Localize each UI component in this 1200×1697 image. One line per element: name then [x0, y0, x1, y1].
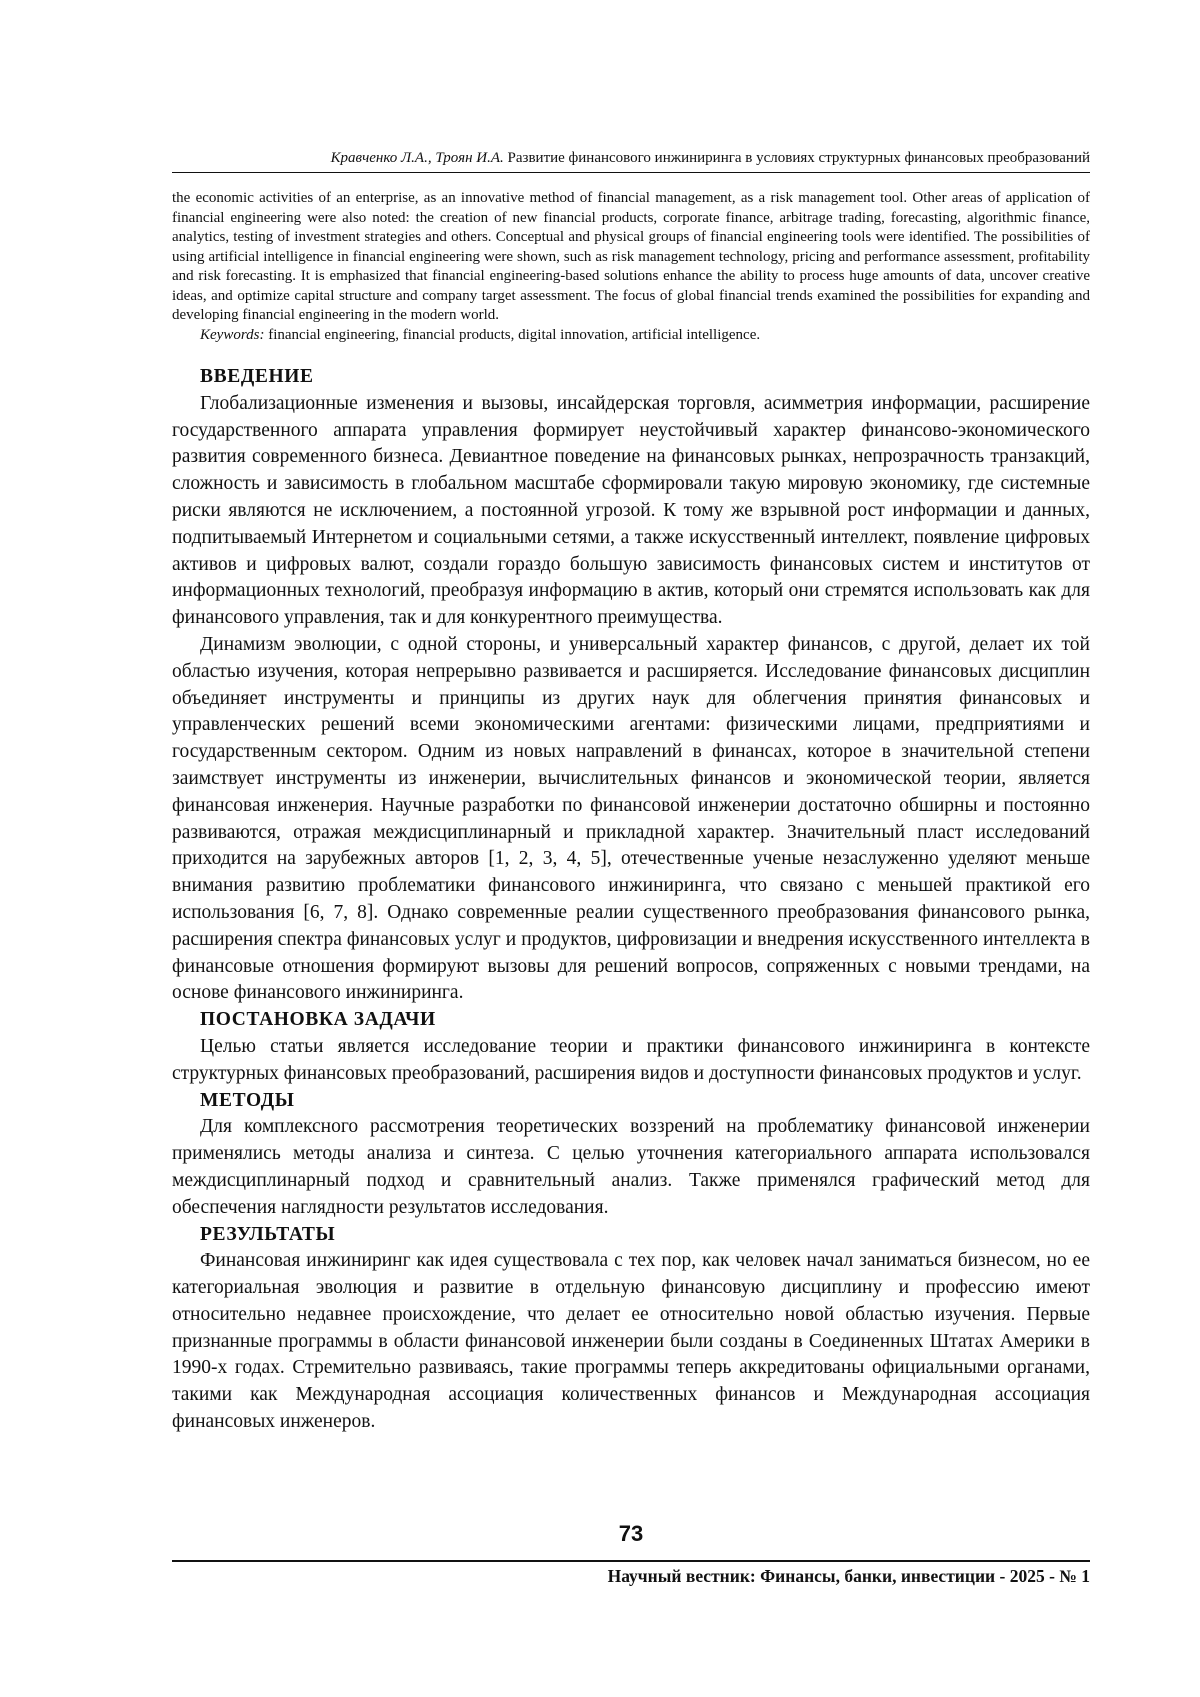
- page-content: [172, 150, 1090, 1436]
- intro-paragraph-2: Динамизм эволюции, с одной стороны, и универсальный характер финансов, с другой, делает их той областью изучения, которая непрерывно развивается и расширяется. Исследование финансовых дисциплин объединяет инструменты и принципы из других наук для облегчения принятия финансовых и управленческих решений всеми экономическими агентами: физическими лицами, предприятиями и государственным сектором. Одним из новых направлений в финансах, которое в значительной степени заимствует инструменты из инженерии, вычислительных финансов и экономической теории, является финансовая инженерия. Научные разработки по финансовой инженерии достаточно обширны и постоянно развиваются, отражая междисциплинарный и прикладной характер. Значительный пласт исследований приходится на зарубежных авторов [1, 2, 3, 4, 5], отечественные ученые незаслуженно уделяют меньше внимания развитию проблематики финансового инжиниринга, что связано с меньшей практикой его использования [6, 7, 8]. Однако современные реалии существенного преобразования финансового рынка, расширения спектра финансовых услуг и продуктов, цифровизации и внедрения искусственного интеллекта в финансовые отношения формируют вызовы для решений вопросов, сопряженных с новыми трендами, на основе финансового инжиниринга.: [172, 633, 1090, 1004]
- footer-divider: [172, 1560, 1090, 1562]
- heading-introduction: ВВЕДЕНИЕ: [200, 366, 314, 387]
- intro-paragraph-1: Глобализационные изменения и вызовы, инсайдерская торговля, асимметрия информации, расширение государственного аппарата управления формирует неустойчивый характер финансово-экономического развития современного бизнеса. Девиантное поведение на финансовых рынках, непрозрачность транзакций, сложность и зависимость в глобальном масштабе сформировали такую мировую экономику, где системные риски являются не исключением, а постоянной угрозой. К тому же взрывной рост информации и данных, подпитываемый Интернетом и социальными сетями, а также искусственный интеллект, появление цифровых активов и цифровых валют, создали гораздо большую зависимость финансовых систем и институтов от информационных технологий, преобразуя информацию в актив, который они стремятся использовать как для финансового управления, так и для конкурентного преимущества.: [172, 392, 1090, 629]
- keywords-list: financial engineering, financial products, digital innovation, artificial intelligence.: [268, 326, 761, 343]
- task-paragraph: Целью статьи является исследование теории и практики финансового инжиниринга в контексте структурных финансовых преобразований, расширения видов и доступности финансовых продуктов и услуг.: [172, 1035, 1090, 1084]
- keywords-label: Keywords:: [200, 326, 265, 343]
- header-title: Развитие финансового инжиниринга в условиях структурных финансовых преобразований: [507, 150, 1090, 166]
- header-authors: Кравченко Л.А., Троян И.А.: [330, 150, 504, 166]
- abstract: [172, 189, 1090, 345]
- article-body: [172, 364, 1090, 1436]
- methods-paragraph: Для комплексного рассмотрения теоретических воззрений на проблематику финансовой инженерии применялись методы анализа и синтеза. С целью уточнения категориального аппарата использовался междисциплинарный подход и сравнительный анализ. Также применялся графический метод для обеспечения наглядности результатов исследования.: [172, 1116, 1090, 1218]
- heading-methods: МЕТОДЫ: [200, 1089, 295, 1111]
- heading-task: ПОСТАНОВКА ЗАДАЧИ: [200, 1009, 436, 1031]
- running-footer: Научный вестник: Финансы, банки, инвестиции - 2025 - № 1: [607, 1566, 1090, 1586]
- heading-results: РЕЗУЛЬТАТЫ: [200, 1223, 336, 1245]
- abstract-text: the economic activities of an enterprise, as an innovative method of financial management, as a risk management tool. Other areas of application of financial engineering were also noted: the creation of new financial products, corporate finance, arbitrage trading, forecasting, algorithmic finance, analytics, testing of investment strategies and others. Conceptual and physical groups of financial engineering tools were identified. The possibilities of using artificial intelligence in financial engineering were shown, such as risk management technology, pricing and performance assessment, profitability and risk forecasting. It is emphasized that financial engineering-based solutions enhance the ability to process huge amounts of data, uncover creative ideas, and optimize capital structure and company target assessment. The focus of global financial trends examined the possibilities for expanding and developing financial engineering in the modern world.: [172, 190, 1090, 323]
- results-paragraph: Финансовая инжиниринг как идея существовала с тех пор, как человек начал заниматься бизнесом, но ее категориальная эволюция и развитие в отдельную финансовую дисциплину и профессию имеют относительно недавнее происхождение, что делает ее относительно новой областью изучения. Первые признанные программы в области финансовой инженерии были созданы в Соединенных Штатах Америки в 1990-х годах. Стремительно развиваясь, такие программы теперь аккредитованы официальными органами, такими как Международная ассоциация количественных финансов и Международная ассоциация финансовых инженеров.: [172, 1250, 1090, 1433]
- running-header: [172, 150, 1090, 173]
- page-number: 73: [618, 1521, 644, 1546]
- keywords: [172, 326, 1090, 346]
